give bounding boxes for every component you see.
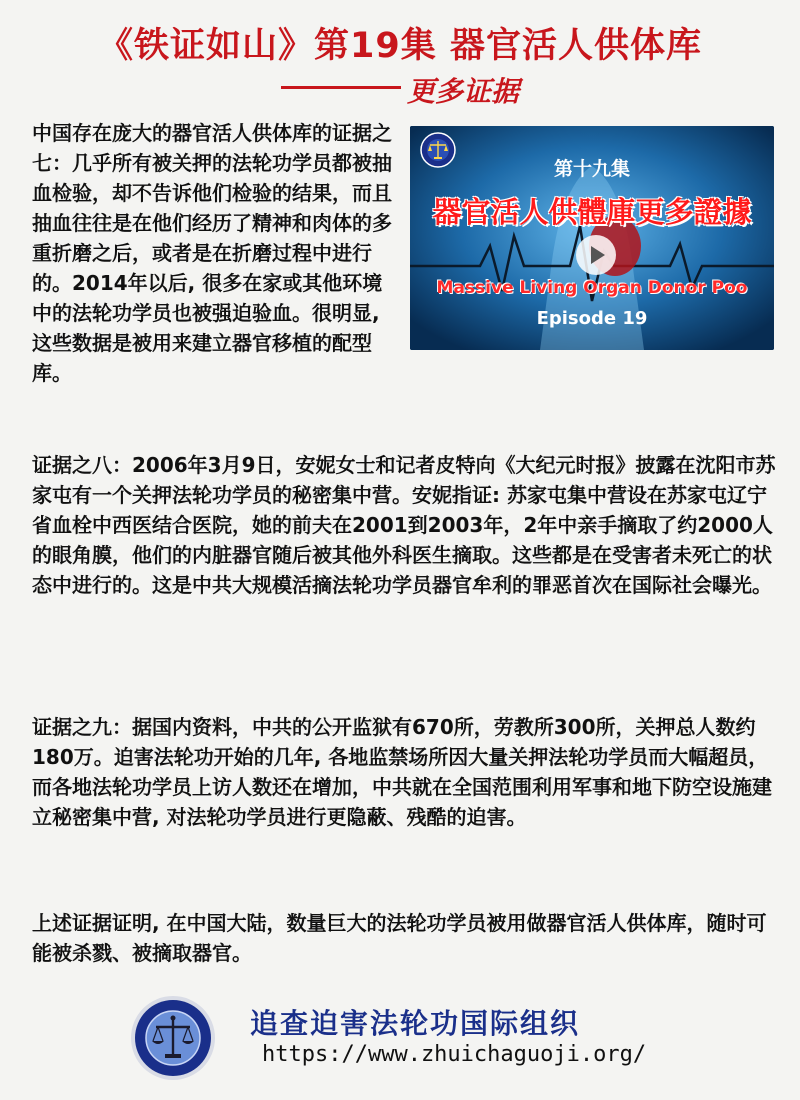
conclusion-paragraph: 上述证据证明, 在中国大陆，数量巨大的法轮功学员被用做器官活人供体库，随时可能被杀戮、被摘取器官。 bbox=[32, 911, 767, 965]
video-episode-cn: 第十九集 bbox=[553, 158, 630, 180]
video-thumbnail[interactable] bbox=[410, 126, 774, 350]
organization-url-link[interactable]: https://www.zhuichaguoji.org/ bbox=[262, 1042, 647, 1067]
subtitle-dash bbox=[281, 86, 401, 89]
evidence-eight-paragraph: 证据之八：2006年3月9日，安妮女士和记者皮特向《大纪元时报》披露在沈阳市苏家屯有一个关押法轮功学员的秘密集中营。安妮指证: 苏家屯集中营设在苏家屯辽宁省血栓中西医结合医院，她的前夫在2001到2003年，2年中亲手摘取了约2000人的眼角膜，他们的内脏器官随后被其他外科医生摘取。这些都是在受害者未死亡的状态中进行的。这是中共大规模活摘法轮功学员器官牟利的罪恶首次在国际社会曝光。 bbox=[32, 453, 776, 597]
video-episode-en: Episode 19 bbox=[536, 308, 648, 329]
page-title: 《铁证如山》第19集 器官活人供体库 bbox=[98, 26, 702, 66]
subtitle-text: 更多证据 bbox=[406, 75, 519, 108]
evidence-nine-paragraph: 证据之九：据国内资料，中共的公开监狱有670所，劳教所300所，关押总人数约180万。迫害法轮功开始的几年, 各地监禁场所因大量关押法轮功学员而大幅超员，而各地法轮功学员上访人数还在增加，中共就在全国范围利用军事和地下防空设施建立秘密集中营, 对法轮功学员进行更隐蔽、残酷的迫害。 bbox=[32, 715, 772, 829]
evidence-seven-text: 中国存在庞大的器官活人供体库的证据之七：几乎所有被关押的法轮功学员都被抽血检验，却不告诉他们检验的结果，而且抽血往往是在他们经历了精神和肉体的多重折磨之后，或者是在折磨过程中进行的。2014年以后, 很多在家或其他环境中的法轮功学员也被强迫验血。很明显, 这些数据是被用来建立器官移植的配型库。 bbox=[32, 121, 392, 385]
page-subtitle bbox=[0, 70, 800, 110]
scales-of-justice-seal-icon bbox=[130, 995, 216, 1081]
play-icon[interactable] bbox=[576, 235, 616, 275]
video-title-cn: 器官活人供體庫更多證據 bbox=[432, 195, 752, 229]
video-title-en: Massive Living Organ Donor Poo bbox=[436, 278, 748, 298]
organization-name: 追查迫害法轮功国际组织 bbox=[250, 1007, 581, 1040]
